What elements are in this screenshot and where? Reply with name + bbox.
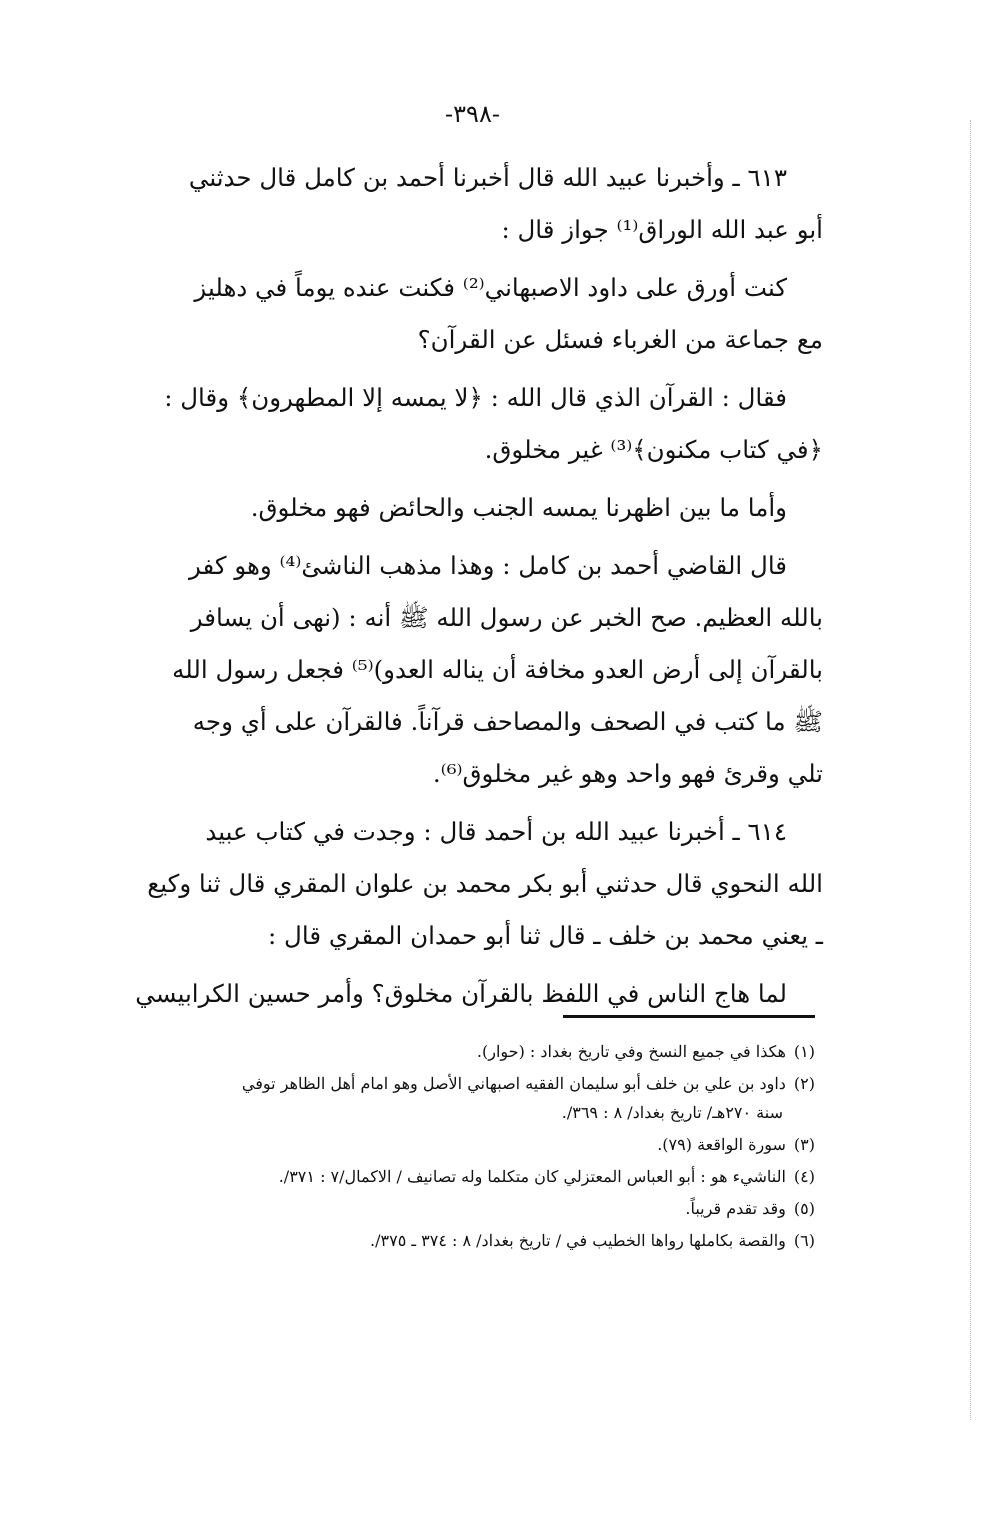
paragraph xyxy=(133,152,823,256)
text-line: فقال : القرآن الذي قال الله : ﴿لا يمسه إلا المطهرون﴾ وقال : xyxy=(164,383,787,412)
paragraph xyxy=(133,540,823,800)
footnote xyxy=(135,1037,815,1066)
text-line: ـ يعني محمد بن خلف ـ قال ثنا أبو حمدان المقري قال : xyxy=(268,921,823,950)
footnote-text: والقصة بكاملها رواها الخطيب في / تاريخ بغداد/ ٨ : ٣٧٤ ـ ٣٧٥/. xyxy=(370,1231,786,1250)
text-line: ﴿في كتاب مكنون﴾⁽³⁾ غير مخلوق. xyxy=(484,435,823,464)
page-number: -٣٩٨- xyxy=(445,100,500,128)
paragraph xyxy=(133,372,823,476)
text-line: تلي وقرئ فهو واحد وهو غير مخلوق⁽⁶⁾. xyxy=(432,759,823,788)
paragraph xyxy=(133,482,823,534)
text-line: وأما ما بين اظهرنا يمسه الجنب والحائض فهو مخلوق. xyxy=(250,493,787,522)
text-line: ﷺ ما كتب في الصحف والمصاحف قرآناً. فالقرآن على أي وجه xyxy=(192,707,823,736)
footnote-text: الناشيء هو : أبو العباس المعتزلي كان متكلما وله تصانيف / الاكمال/٧ : ٣٧١/. xyxy=(278,1167,786,1186)
scan-edge xyxy=(969,120,971,1420)
text-line: ٦١٣ ـ وأخبرنا عبيد الله قال أخبرنا أحمد بن كامل قال حدثني xyxy=(188,163,787,192)
footnote-number: (٣) xyxy=(793,1135,815,1154)
text-line: ٦١٤ ـ أخبرنا عبيد الله بن أحمد قال : وجدت في كتاب عبيد xyxy=(205,817,787,846)
text-line: أبو عبد الله الوراق⁽¹⁾ جواز قال : xyxy=(501,215,823,244)
footnote-text: سورة الواقعة (٧٩). xyxy=(657,1135,786,1154)
text-line: الله النحوي قال حدثني أبو بكر محمد بن علوان المقري قال ثنا وكيع xyxy=(147,869,823,898)
footnote-number: (٢) xyxy=(793,1074,815,1093)
text-line: مع جماعة من الغرباء فسئل عن القرآن؟ xyxy=(417,325,823,354)
footnote xyxy=(135,1194,815,1223)
text-line: كنت أورق على داود الاصبهاني⁽²⁾ فكنت عنده يوماً في دهليز xyxy=(194,273,787,302)
footnote-separator xyxy=(563,1015,815,1018)
footnote-number: (١) xyxy=(793,1042,815,1061)
paragraph xyxy=(133,968,823,1020)
footnote-text: هكذا في جميع النسخ وفي تاريخ بغداد : (حوار). xyxy=(476,1042,786,1061)
text-line: قال القاضي أحمد بن كامل : وهذا مذهب الناشئ⁽⁴⁾ وهو كفر xyxy=(188,551,787,580)
footnote xyxy=(135,1130,815,1159)
footnote-continuation: سنة ٢٧٠هـ/ تاريخ بغداد/ ٨ : ٣٦٩/. xyxy=(561,1103,783,1122)
footnote-text: وقد تقدم قريباً. xyxy=(685,1199,786,1218)
main-text xyxy=(133,152,823,1026)
footnote-number: (٤) xyxy=(793,1167,815,1186)
footnote xyxy=(135,1226,815,1255)
footnote-number: (٦) xyxy=(793,1231,815,1250)
text-line: بالقرآن إلى أرض العدو مخافة أن يناله العدو)⁽⁵⁾ فجعل رسول الله xyxy=(172,655,823,684)
text-line: لما هاج الناس في اللفظ بالقرآن مخلوق؟ وأمر حسين الكرابيسي xyxy=(135,979,787,1008)
paragraph xyxy=(133,262,823,366)
footnote-number: (٥) xyxy=(793,1199,815,1218)
footnote-text: داود بن علي بن خلف أبو سليمان الفقيه اصبهاني الأصل وهو امام أهل الظاهر توفي xyxy=(241,1074,786,1093)
footnote xyxy=(135,1069,815,1127)
text-line: بالله العظيم. صح الخبر عن رسول الله ﷺ أنه : (نهى أن يسافر xyxy=(190,603,823,632)
footnotes xyxy=(135,1037,815,1258)
footnote xyxy=(135,1162,815,1191)
paragraph xyxy=(133,806,823,962)
